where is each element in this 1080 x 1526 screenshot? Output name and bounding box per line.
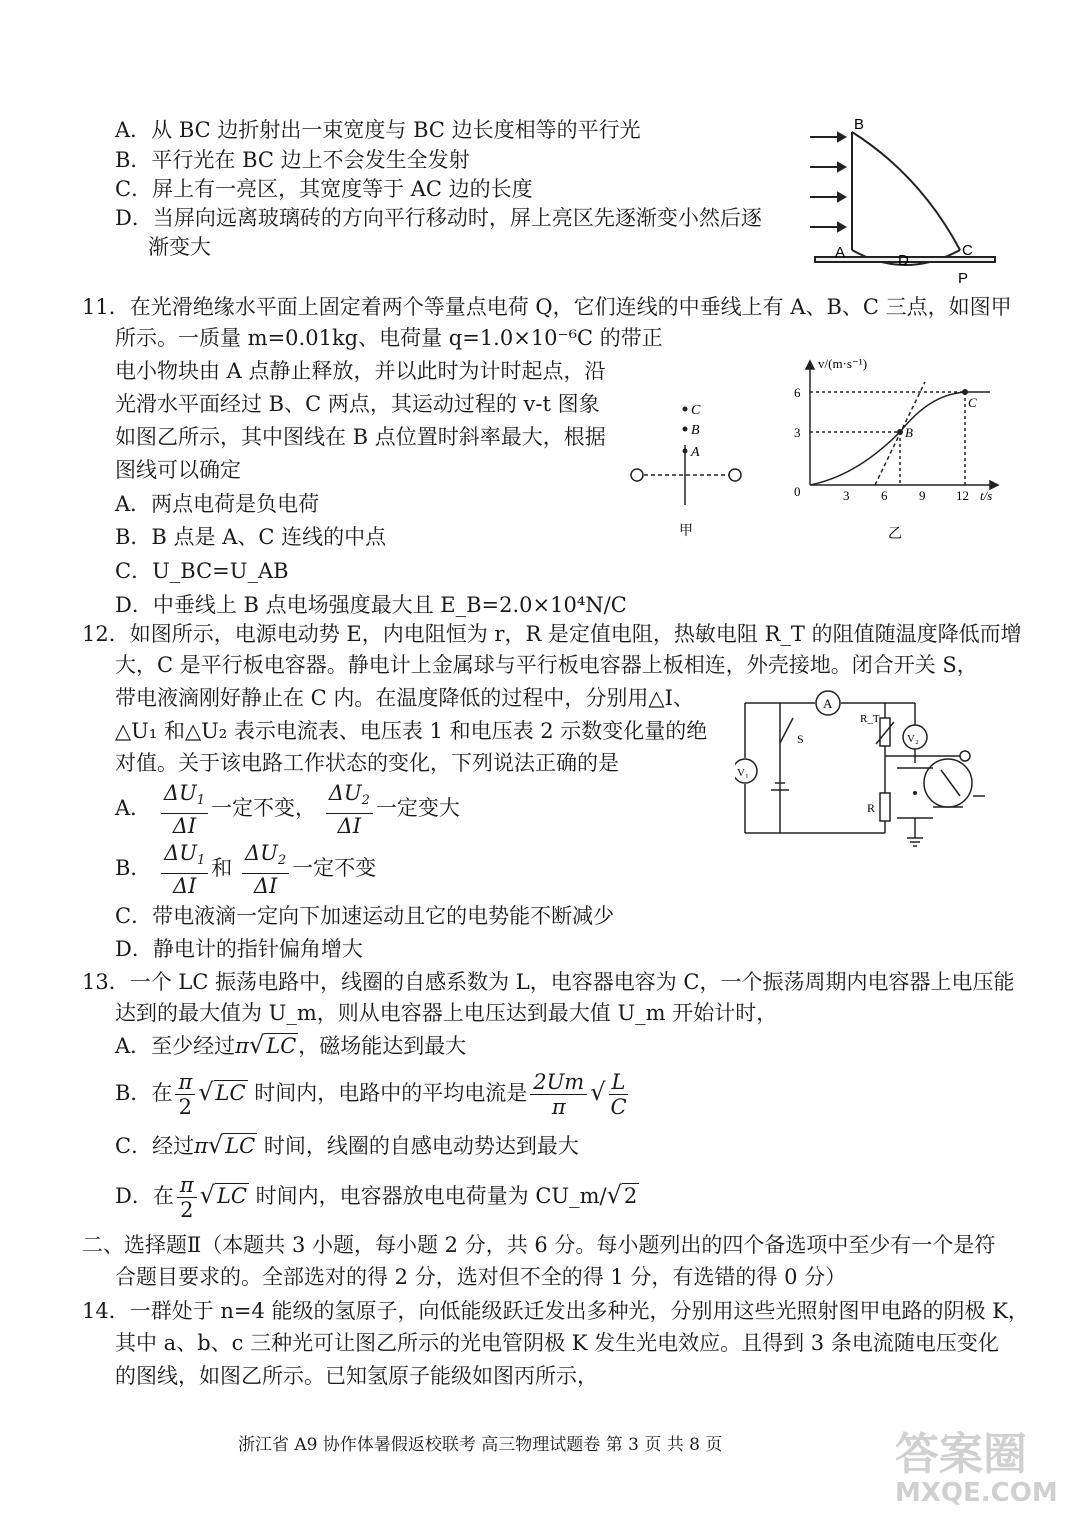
- figure-jia: [625, 395, 750, 545]
- q11-line-2: 所示。一质量 m=0.01kg、电荷量 q=1.0×10⁻⁶C 的带正: [115, 326, 663, 350]
- figure-yi-caption: 乙: [888, 526, 902, 542]
- q12-line-1: 12．如图所示，电源电动势 E，内电阻恒为 r，R 是定值电阻，热敏电阻 R_T 的阻值随温度降低而增: [82, 622, 1022, 646]
- point-b-label: B: [691, 423, 700, 438]
- q12-option-b-text-2: 一定不变: [292, 856, 377, 880]
- q13-option-c: C．经过π√LC 时间，线圈的自感电动势达到最大: [115, 1131, 579, 1159]
- q13-line-2: 达到的最大值为 U_m，则从电容器上电压达到最大值 U_m 开始计时，: [115, 1001, 778, 1025]
- section-2-heading-cont: 合题目要求的。全部选对的得 2 分，选对但不全的得 1 分，有选错的得 0 分）: [115, 1265, 847, 1289]
- label-c: C: [962, 242, 973, 259]
- q10-option-d: D．当屏向远离玻璃砖的方向平行移动时，屏上亮区先逐渐变小然后逐: [115, 206, 762, 230]
- q12-line-4: △U₁ 和△U₂ 表示电流表、电压表 1 和电压表 2 示数变化量的绝: [115, 719, 708, 743]
- q12-option-a: [115, 780, 460, 838]
- page-footer: 浙江省 A9 协作体暑假返校联考 高三物理试题卷 第 3 页 共 8 页: [238, 1435, 723, 1455]
- q12-option-b: [115, 840, 376, 898]
- q13-line-1: 13．一个 LC 振荡电路中，线圈的自感系数为 L，电容器电容为 C，一个振荡周期内电容器上电压能: [82, 970, 1015, 994]
- x-tick-12: 12: [956, 488, 969, 503]
- v2-label: V₂: [907, 733, 919, 745]
- q13-option-b: B．在 $\frac{\pi}{2}$ √LC 时间内，电路中的平均电流是 $\frac{2Um}{\pi}$ √ $\frac{L}{C}$: [115, 1070, 627, 1119]
- fraction-du2-di: $\frac{\Delta U_2}{\Delta I}$: [326, 781, 373, 838]
- switch-label: S: [797, 732, 804, 746]
- q12-option-c: C．带电液滴一定向下加速运动且它的电势能不断减少: [115, 904, 615, 928]
- q14-line-3: 的图线，如图乙所示。已知氢原子能级如图丙所示，: [115, 1364, 598, 1388]
- q12-line-3: 带电液滴刚好静止在 C 内。在温度降低的过程中，分别用△I、: [115, 686, 694, 710]
- x-axis-label: t/s: [980, 488, 993, 503]
- q13-option-a: A．至少经过π√LC，磁场能达到最大: [115, 1031, 467, 1059]
- label-d: D: [898, 252, 909, 269]
- q11-line-1: 11．在光滑绝缘水平面上固定着两个等量点电荷 Q，它们连线的中垂线上有 A、B、C 三点，如图甲: [82, 295, 1012, 319]
- resistor-label: R: [867, 801, 876, 815]
- q12-option-a-text-1: 一定不变，: [211, 796, 317, 820]
- q13-option-d-text: 时间内，电容器放电电荷量为 CU_m/: [255, 1184, 607, 1208]
- point-c-label: C: [691, 403, 701, 418]
- point-a-label: A: [691, 445, 700, 460]
- q13-option-d-label: D．在: [115, 1184, 174, 1208]
- q12-option-a-label: A．: [115, 796, 152, 820]
- fraction-du2-di-b: $\frac{\Delta U_2}{\Delta I}$: [242, 841, 289, 898]
- q13-option-a-label: A．至少经过: [115, 1034, 236, 1058]
- q14-line-2: 其中 a、b、c 三种光可让图乙所示的光电管阴极 K 发生光电效应。且得到 3 条电流随电压变化: [115, 1331, 999, 1355]
- q10-option-d-cont: 渐变大: [148, 235, 211, 259]
- label-a: A: [835, 244, 846, 261]
- watermark-logo: 答案圈: [895, 1429, 1027, 1480]
- glass-brick-figure: [800, 105, 1005, 285]
- q10-option-b: B．平行光在 BC 边上不会发生全发射: [115, 148, 470, 172]
- y-axis-label: v/(m·s⁻¹): [818, 356, 868, 371]
- q12-line-5: 对值。关于该电路工作状态的变化，下列说法正确的是: [115, 751, 619, 775]
- q13-option-d: D．在 $\frac{\pi}{2}$ √LC 时间内，电容器放电电荷量为 CU_m/√2: [115, 1173, 638, 1222]
- figure-yi-vt-graph: [780, 352, 1015, 544]
- fraction-du1-di: $\frac{\Delta U_1}{\Delta I}$: [161, 781, 208, 838]
- label-b: B: [854, 116, 865, 133]
- ammeter-label: A: [823, 696, 833, 711]
- q13-option-c-label: C．经过: [115, 1134, 195, 1158]
- graph-point-c-label: C: [968, 395, 977, 410]
- q11-option-d: D．中垂线上 B 点电场强度最大且 E_B=2.0×10⁴N/C: [115, 593, 627, 617]
- q13-option-c-text: 时间，线圈的自感电动势达到最大: [263, 1134, 579, 1158]
- q11-option-c: C．U_BC=U_AB: [115, 559, 289, 583]
- q12-option-a-text-2: 一定变大: [375, 796, 460, 820]
- q11-line-6: 图线可以确定: [115, 458, 241, 482]
- watermark-url: MXQE.COM: [895, 1478, 1058, 1508]
- x-tick-6: 6: [881, 488, 888, 503]
- y-tick-6: 6: [794, 385, 801, 400]
- section-2-heading: 二、选择题Ⅱ（本题共 3 小题，每小题 2 分，共 6 分。每小题列出的四个备选项中至少有一个是符: [82, 1233, 996, 1257]
- q14-line-1: 14．一群处于 n=4 能级的氢原子，向低能级跃迁发出多种光，分别用这些光照射图甲电路的阴极 K，: [82, 1299, 1029, 1323]
- y-tick-3: 3: [794, 425, 801, 440]
- figure-jia-caption: 甲: [679, 523, 693, 539]
- q12-option-b-text-1: 和: [211, 856, 233, 880]
- q10-option-a: A．从 BC 边折射出一束宽度与 BC 边长度相等的平行光: [115, 118, 641, 142]
- q12-option-d: D．静电计的指针偏角增大: [115, 937, 363, 961]
- v1-label: V₁: [737, 767, 749, 779]
- q13-option-a-text: ，磁场能达到最大: [298, 1034, 467, 1058]
- q13-option-b-label: B．在: [115, 1081, 173, 1105]
- q11-line-5: 如图乙所示，其中图线在 B 点位置时斜率最大，根据: [115, 425, 606, 449]
- q12-option-b-label: B．: [115, 856, 152, 880]
- x-tick-9: 9: [919, 488, 926, 503]
- origin-label: 0: [794, 484, 801, 499]
- q11-line-4: 光滑水平面经过 B、C 两点，其运动过程的 v-t 图象: [115, 392, 600, 416]
- q10-option-c: C．屏上有一亮区，其宽度等于 AC 边的长度: [115, 177, 533, 201]
- q13-option-b-text: 时间内，电路中的平均电流是: [254, 1081, 528, 1105]
- graph-point-b-label: B: [905, 425, 913, 440]
- x-tick-3: 3: [843, 488, 850, 503]
- q12-line-2: 大，C 是平行板电容器。静电计上金属球与平行板电容器上板相连，外壳接地。闭合开关 S，: [115, 653, 978, 677]
- fraction-du1-di-b: $\frac{\Delta U_1}{\Delta I}$: [161, 841, 208, 898]
- label-p: P: [958, 270, 969, 285]
- rt-label: R_T: [860, 713, 880, 725]
- q11-line-3: 电小物块由 A 点静止释放，并以此时为计时起点，沿: [115, 359, 606, 383]
- q11-option-b: B．B 点是 A、C 连线的中点: [115, 525, 387, 549]
- q11-option-a: A．两点电荷是负电荷: [115, 492, 320, 516]
- circuit-diagram: [735, 688, 995, 853]
